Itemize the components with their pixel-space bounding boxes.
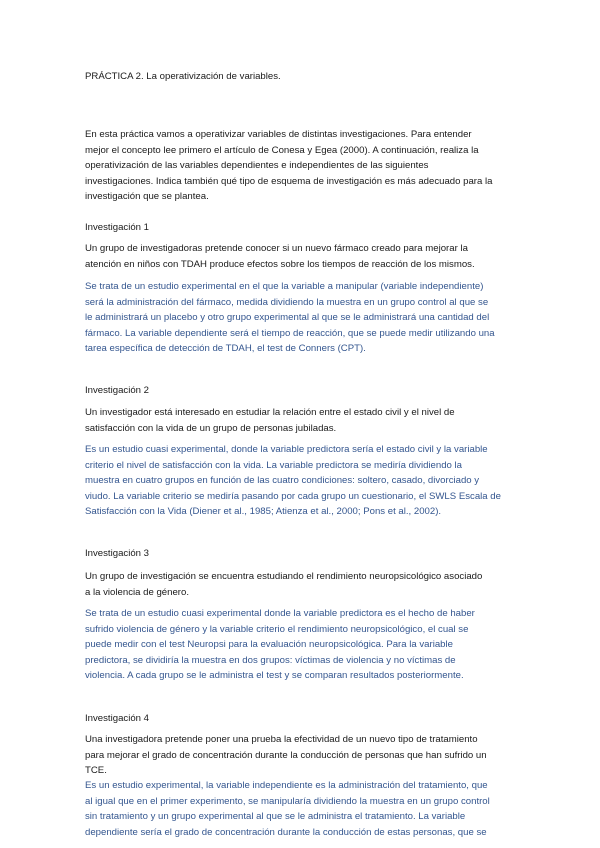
answer-line: Es un estudio cuasi experimental, donde la variable predictora sería el estado civil y la variable <box>85 444 488 455</box>
investigation-4-heading <box>85 711 530 727</box>
investigation-3-answer <box>85 606 530 684</box>
investigation-1-question <box>85 241 530 272</box>
intro-line: investigaciones. Indica también qué tipo de esquema de investigación es más adecuado para la <box>85 175 493 187</box>
investigation-3-question <box>85 569 530 600</box>
heading-line: Investigación 1 <box>85 222 149 233</box>
answer-line: Se trata de un estudio experimental en el que la variable a manipular (variable independiente) <box>85 281 484 292</box>
answer-line: predictora, se dividiría la muestra en dos grupos: víctimas de violencia y no víctimas de <box>85 654 456 666</box>
investigation-4-question <box>85 732 530 779</box>
investigation-2-answer <box>85 442 530 520</box>
investigation-1-heading <box>85 220 530 236</box>
heading-line: Investigación 4 <box>85 713 149 724</box>
answer-line: muestra en cuatro grupos en función de las cuatro condiciones: soltero, casado, divorciado y <box>85 475 480 486</box>
question-line: TCE. <box>85 765 107 776</box>
intro-line: investigación que se plantea. <box>85 191 209 202</box>
intro-paragraph <box>85 127 530 205</box>
question-line: Una investigadora pretende poner una prueba la efectividad de un nuevo tipo de tratamiento <box>85 734 478 745</box>
investigation-1-answer <box>85 279 530 357</box>
question-line: para mejorar el grado de concentración durante la conducción de personas que han sufrido un <box>85 749 487 761</box>
investigation-3-heading <box>85 546 530 562</box>
answer-line: al igual que en el primer experimento, se manipularía dividiendo la muestra en un grupo control <box>85 795 490 807</box>
answer-line: Se trata de un estudio cuasi experimental donde la variable predictora es el hecho de haber <box>85 608 475 619</box>
answer-line: fármaco. La variable dependiente será el tiempo de reacción, que se puede medir utilizando una <box>85 327 495 339</box>
title-line: PRÁCTICA 2. La operativización de variables. <box>85 71 281 82</box>
answer-line: dependiente sería el grado de concentración durante la conducción de estas personas, que se <box>85 826 487 838</box>
question-line: satisfacción con la vida de un grupo de personas jubiladas. <box>85 422 337 434</box>
answer-line: tarea específica de detección de TDAH, el test de Conners (CPT). <box>85 343 366 354</box>
investigation-4-answer <box>85 778 530 840</box>
question-line: Un grupo de investigadoras pretende conocer si un nuevo fármaco creado para mejorar la <box>85 243 468 254</box>
answer-line: sin tratamiento y un grupo experimental al que se le administra el tratamiento. La variable <box>85 811 466 822</box>
question-line: a la violencia de género. <box>85 586 190 598</box>
intro-line: mejor el concepto lee primero el artículo de Conesa y Egea (2000). A continuación, realiza la <box>85 144 479 156</box>
answer-line: Satisfacción con la Vida (Diener et al., 1985; Atienza et al., 2000; Pons et al., 2002). <box>85 506 442 517</box>
answer-line: le administrará un placebo y otro grupo experimental al que se le administrará una cantidad del <box>85 312 490 323</box>
answer-line: criterio el nivel de satisfacción con la vida. La variable predictora se mediría dividiendo la <box>85 459 463 471</box>
question-line: Un investigador está interesado en estudiar la relación entre el estado civil y el nivel de <box>85 407 455 418</box>
answer-line: será la administración del fármaco, medida dividiendo la muestra en un grupo control al que se <box>85 296 489 308</box>
answer-line: sufrido violencia de género y la variable criterio el rendimiento neuropsicológico, el cual se <box>85 623 469 635</box>
intro-line: operativización de las variables dependientes e independientes de las siguientes <box>85 160 429 171</box>
answer-line: puede medir con el test Neuropsi para la evaluación neuropsicológica. Para la variable <box>85 639 453 650</box>
heading-line: Investigación 3 <box>85 548 149 559</box>
answer-line: Es un estudio experimental, la variable independiente es la administración del tratamiento, que <box>85 780 488 791</box>
investigation-2-heading <box>85 383 530 399</box>
answer-line: violencia. A cada grupo se le administra el test y se comparan resultados posteriormente. <box>85 670 464 681</box>
investigation-2-question <box>85 405 530 436</box>
intro-line: En esta práctica vamos a operativizar variables de distintas investigaciones. Para entender <box>85 129 472 140</box>
answer-line: viudo. La variable criterio se mediría pasando por cada grupo un cuestionario, el SWLS Escala de <box>85 490 501 502</box>
heading-line: Investigación 2 <box>85 385 149 396</box>
question-line: Un grupo de investigación se encuentra estudiando el rendimiento neuropsicológico asociado <box>85 571 483 582</box>
question-line: atención en niños con TDAH produce efectos sobre los tiempos de reacción de los mismos. <box>85 258 475 270</box>
document-title <box>85 69 530 85</box>
